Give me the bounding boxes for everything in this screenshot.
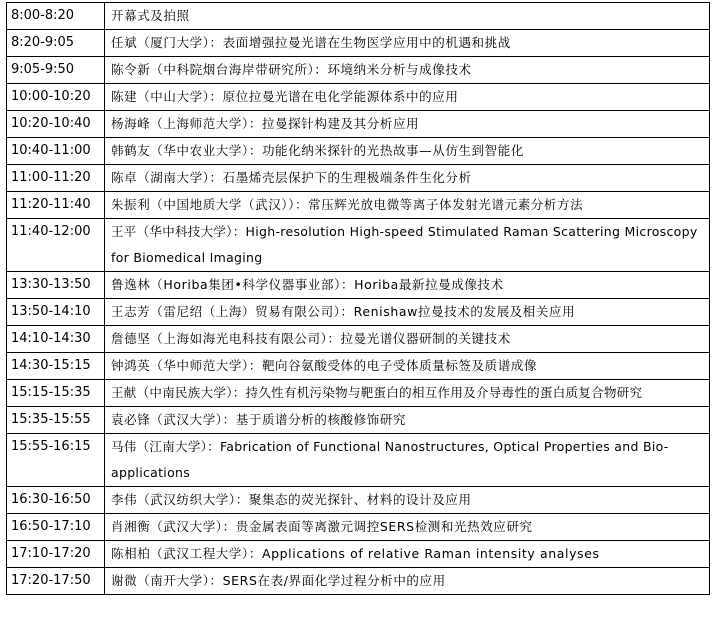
schedule-row	[7, 407, 710, 434]
schedule-body	[7, 3, 710, 595]
time-slot: 14:30-15:15	[7, 353, 105, 380]
talk-description: 鲁逸林（Horiba集团•科学仪器事业部）：Horiba最新拉曼成像技术	[105, 272, 710, 299]
schedule-row	[7, 57, 710, 84]
time-slot: 11:40-12:00	[7, 219, 105, 272]
time-slot: 13:50-14:10	[7, 299, 105, 326]
schedule-row	[7, 272, 710, 299]
talk-description: 袁必锋（武汉大学）：基于质谱分析的核酸修饰研究	[105, 407, 710, 434]
time-slot: 10:20-10:40	[7, 111, 105, 138]
talk-description: 王平（华中科技大学）：High-resolution High-speed Stimulated Raman Scattering Microscopy for Biomedical Imaging	[105, 219, 710, 272]
time-slot: 10:40-11:00	[7, 138, 105, 165]
talk-description: 任斌（厦门大学）：表面增强拉曼光谱在生物医学应用中的机遇和挑战	[105, 30, 710, 57]
talk-description: 朱振利（中国地质大学（武汉））：常压辉光放电微等离子体发射光谱元素分析方法	[105, 192, 710, 219]
talk-description: 马伟（江南大学）：Fabrication of Functional Nanostructures, Optical Properties and Bio-applications	[105, 434, 710, 487]
schedule-row	[7, 353, 710, 380]
schedule-row	[7, 568, 710, 595]
schedule-row	[7, 487, 710, 514]
schedule-row	[7, 219, 710, 272]
schedule-row	[7, 111, 710, 138]
talk-description: 钟鸿英（华中师范大学）：靶向谷氨酸受体的电子受体质量标签及质谱成像	[105, 353, 710, 380]
schedule-row	[7, 380, 710, 407]
schedule-row	[7, 541, 710, 568]
time-slot: 15:15-15:35	[7, 380, 105, 407]
schedule-row	[7, 434, 710, 487]
time-slot: 17:20-17:50	[7, 568, 105, 595]
talk-description: 李伟（武汉纺织大学）：聚集态的荧光探针、材料的设计及应用	[105, 487, 710, 514]
talk-description: 肖湘衡（武汉大学）：贵金属表面等离激元调控SERS检测和光热效应研究	[105, 514, 710, 541]
time-slot: 14:10-14:30	[7, 326, 105, 353]
talk-description: 詹德坚（上海如海光电科技有限公司）：拉曼光谱仪器研制的关键技术	[105, 326, 710, 353]
schedule-row	[7, 299, 710, 326]
talk-description: 陈建（中山大学）：原位拉曼光谱在电化学能源体系中的应用	[105, 84, 710, 111]
talk-description: 韩鹤友（华中农业大学）：功能化纳米探针的光热故事—从仿生到智能化	[105, 138, 710, 165]
schedule-row	[7, 514, 710, 541]
talk-description: 陈相柏（武汉工程大学）：Applications of relative Raman intensity analyses	[105, 541, 710, 568]
time-slot: 16:30-16:50	[7, 487, 105, 514]
time-slot: 8:00-8:20	[7, 3, 105, 30]
talk-description: 陈卓（湖南大学）：石墨烯壳层保护下的生理极端条件生化分析	[105, 165, 710, 192]
time-slot: 8:20-9:05	[7, 30, 105, 57]
time-slot: 11:00-11:20	[7, 165, 105, 192]
schedule-row	[7, 192, 710, 219]
time-slot: 13:30-13:50	[7, 272, 105, 299]
time-slot: 11:20-11:40	[7, 192, 105, 219]
schedule-row	[7, 3, 710, 30]
talk-description: 王志芳（雷尼绍（上海）贸易有限公司）：Renishaw拉曼技术的发展及相关应用	[105, 299, 710, 326]
time-slot: 9:05-9:50	[7, 57, 105, 84]
schedule-row	[7, 326, 710, 353]
time-slot: 15:55-16:15	[7, 434, 105, 487]
schedule-table	[6, 2, 710, 595]
talk-description: 谢微（南开大学）：SERS在表/界面化学过程分析中的应用	[105, 568, 710, 595]
schedule-row	[7, 138, 710, 165]
talk-description: 开幕式及拍照	[105, 3, 710, 30]
time-slot: 16:50-17:10	[7, 514, 105, 541]
schedule-row	[7, 165, 710, 192]
schedule-row	[7, 84, 710, 111]
talk-description: 王献（中南民族大学）：持久性有机污染物与靶蛋白的相互作用及介导毒性的蛋白质复合物研究	[105, 380, 710, 407]
talk-description: 杨海峰（上海师范大学）：拉曼探针构建及其分析应用	[105, 111, 710, 138]
talk-description: 陈令新（中科院烟台海岸带研究所）：环境纳米分析与成像技术	[105, 57, 710, 84]
schedule-row	[7, 30, 710, 57]
time-slot: 10:00-10:20	[7, 84, 105, 111]
time-slot: 17:10-17:20	[7, 541, 105, 568]
time-slot: 15:35-15:55	[7, 407, 105, 434]
